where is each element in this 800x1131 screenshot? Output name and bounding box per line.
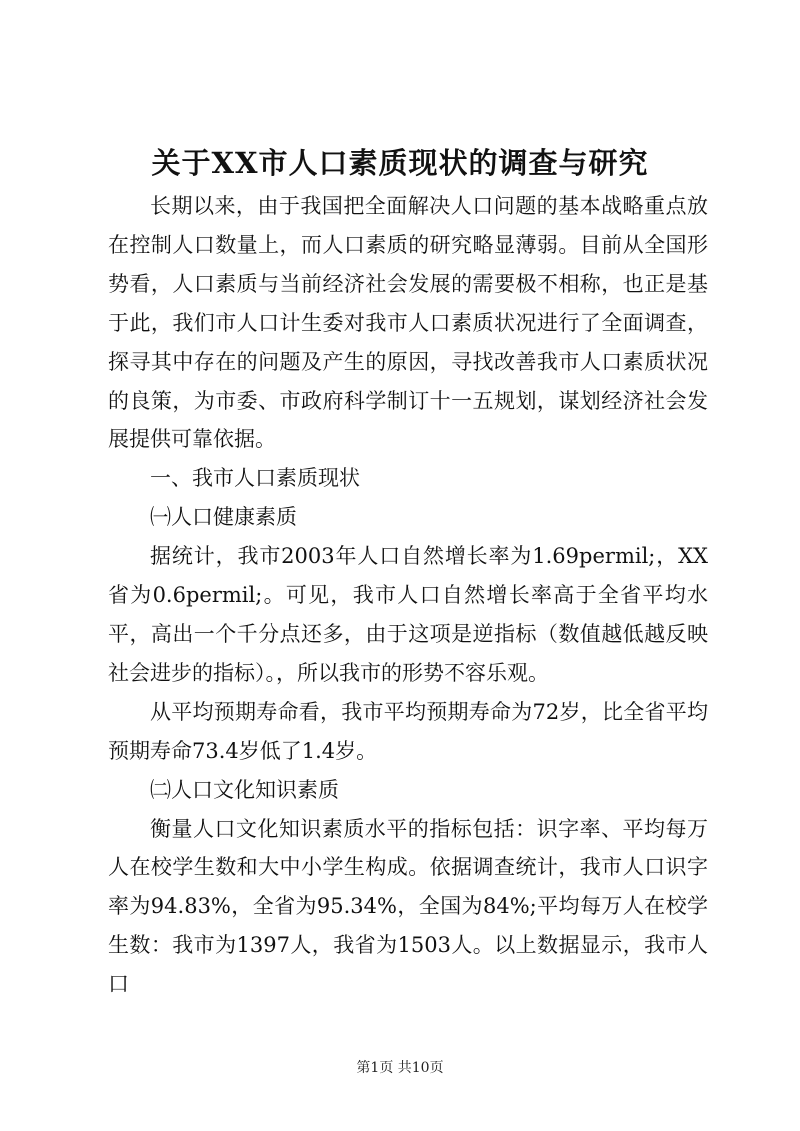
document-body [108,187,708,1004]
paragraph-literacy: 衡量人口文化知识素质水平的指标包括：识字率、平均每万人在校学生数和大中小学生构成。依据调查统计，我市人口识字率为94.83%，全省为95.34%，全国为84%;平均每万人在校学生数：我市为1397人，我省为1503人。以上数据显示，我市人口 [108,816,708,997]
paragraph-life-expectancy: 从平均预期寿命看，我市平均预期寿命为72岁，比全省平均预期寿命73.4岁低了1.4岁。 [108,699,708,763]
subsection-heading-education: ㈡人口文化知识素质 [150,777,339,802]
paragraph-growth-rate: 据统计，我市2003年人口自然增长率为1.69permil;，XX省为0.6permil;。可见，我市人口自然增长率高于全省平均水平，高出一个千分点还多，由于这项是逆指标（数值越低越反映社会进步的指标）。，所以我市的形势不容乐观。 [108,544,708,685]
page-number: 第1页 共10页 [356,1060,444,1076]
document-title: 关于XX市人口素质现状的调查与研究 [151,146,649,180]
subsection-heading-health: ㈠人口健康素质 [150,505,297,530]
section-heading-current-status: 一、我市人口素质现状 [150,466,360,491]
paragraph-intro: 长期以来，由于我国把全面解决人口问题的基本战略重点放在控制人口数量上，而人口素质的研究略显薄弱。目前从全国形势看，人口素质与当前经济社会发展的需要极不相称，也正是基于此，我们市人口计生委对我市人口素质状况进行了全面调查，探寻其中存在的问题及产生的原因，寻找改善我市人口素质状况的良策，为市委、市政府科学制订十一五规划，谋划经济社会发展提供可靠依据。 [108,194,708,452]
